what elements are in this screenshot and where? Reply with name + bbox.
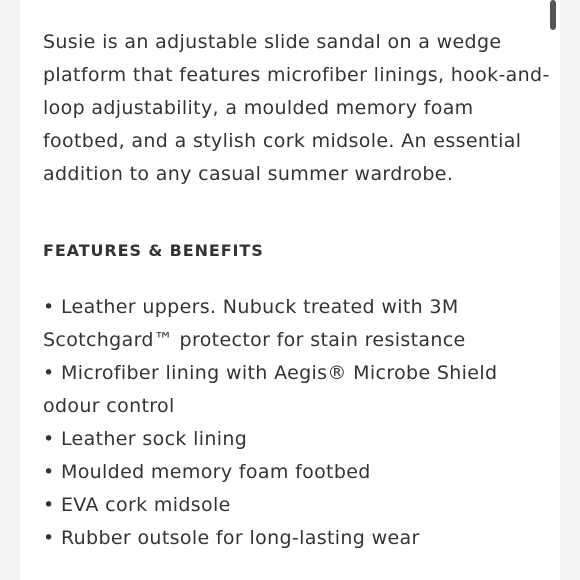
product-description bbox=[43, 26, 553, 191]
feature-item bbox=[43, 522, 553, 555]
feature-item bbox=[43, 291, 553, 357]
description-line: addition to any casual summer wardrobe. bbox=[43, 163, 454, 185]
feature-line: • Moulded memory foam footbed bbox=[43, 461, 371, 483]
feature-item bbox=[43, 357, 553, 423]
feature-item bbox=[43, 456, 553, 489]
feature-line: • Leather sock lining bbox=[43, 428, 248, 450]
feature-item bbox=[43, 489, 553, 522]
feature-item bbox=[43, 423, 553, 456]
feature-line: Scotchgard™ protector for stain resistance bbox=[43, 329, 466, 351]
description-line: platform that features microfiber linings, hook-and- bbox=[43, 64, 550, 86]
feature-line: • EVA cork midsole bbox=[43, 494, 231, 516]
feature-line: • Microfiber lining with Aegis® Microbe Shield bbox=[43, 362, 498, 384]
feature-line: odour control bbox=[43, 395, 175, 417]
features-heading: FEATURES & BENEFITS bbox=[43, 241, 264, 260]
feature-line: • Leather uppers. Nubuck treated with 3M bbox=[43, 296, 459, 318]
description-line: footbed, and a stylish cork midsole. An essential bbox=[43, 130, 522, 152]
feature-line: • Rubber outsole for long-lasting wear bbox=[43, 527, 420, 549]
features-list bbox=[43, 291, 553, 555]
description-line: Susie is an adjustable slide sandal on a wedge bbox=[43, 31, 502, 53]
description-line: loop adjustability, a moulded memory foam bbox=[43, 97, 474, 119]
